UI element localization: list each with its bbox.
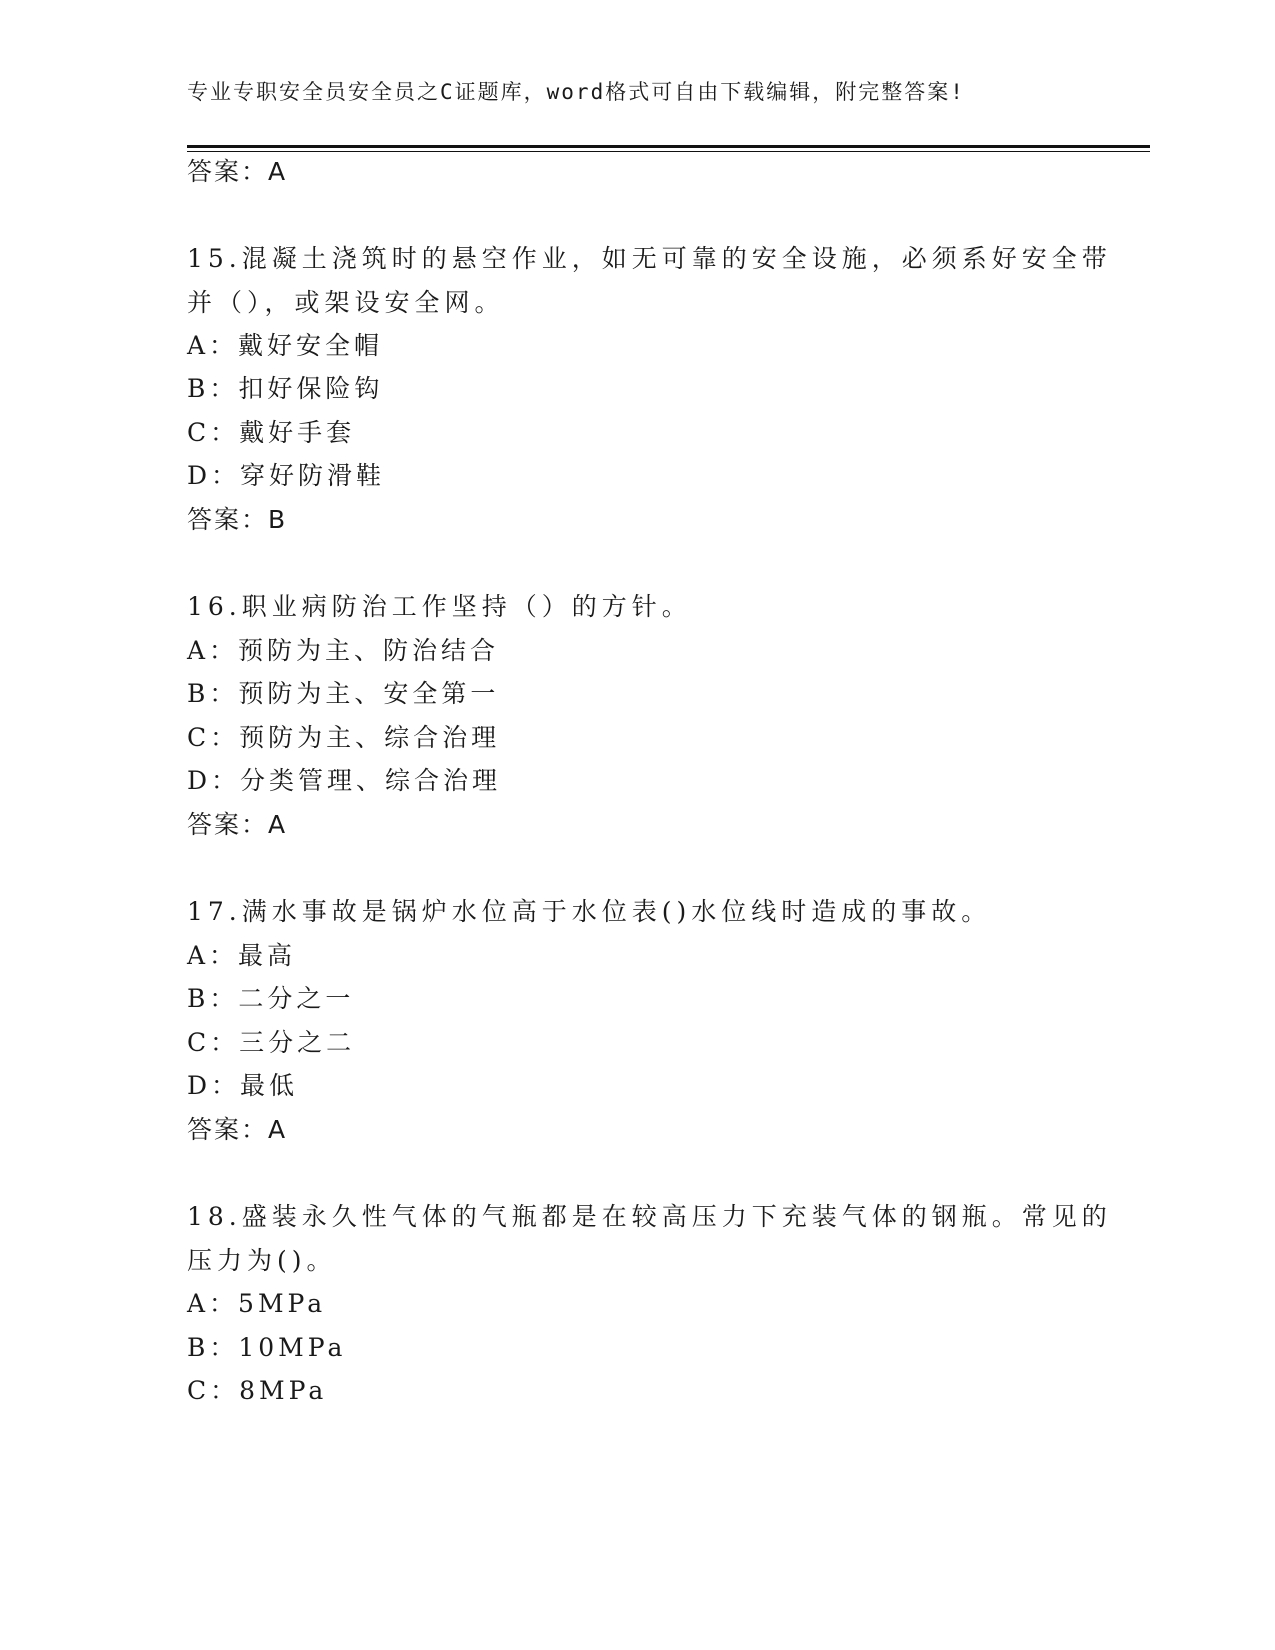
option-b: B：二分之一 [187, 984, 355, 1013]
question-stem: 18.盛装永久性气体的气瓶都是在较高压力下充装气体的钢瓶。常见的 [187, 1202, 1112, 1231]
option-d: D：分类管理、综合治理 [187, 766, 502, 795]
option-a: A：最高 [187, 941, 297, 970]
option-a: A：5MPa [187, 1289, 327, 1318]
option-c: C：戴好手套 [187, 418, 356, 447]
option-c: C：预防为主、综合治理 [187, 723, 501, 752]
option-b: B：扣好保险钩 [187, 374, 384, 403]
answer: 答案：A [187, 1115, 288, 1144]
option-a: A：预防为主、防治结合 [187, 636, 500, 665]
option-c: C：8MPa [187, 1376, 328, 1405]
question-stem: 并（），或架设安全网。 [187, 288, 505, 317]
answer: 答案：A [187, 810, 288, 839]
question-stem: 15.混凝土浇筑时的悬空作业，如无可靠的安全设施，必须系好安全带 [187, 244, 1112, 273]
question-stem: 压力为()。 [187, 1246, 337, 1275]
header-divider-thin [187, 151, 1150, 152]
option-b: B：预防为主、安全第一 [187, 679, 500, 708]
option-b: B：10MPa [187, 1333, 347, 1362]
header-divider-thick [187, 145, 1150, 148]
page-header: 专业专职安全员安全员之C证题库，word格式可自由下载编辑，附完整答案! [187, 80, 965, 104]
answer-14: 答案：A [187, 157, 288, 186]
option-a: A：戴好安全帽 [187, 331, 384, 360]
option-d: D：穿好防滑鞋 [187, 461, 386, 490]
option-d: D：最低 [187, 1071, 299, 1100]
option-c: C：三分之二 [187, 1028, 356, 1057]
question-stem: 16.职业病防治工作坚持（）的方针。 [187, 592, 692, 621]
question-stem: 17.满水事故是锅炉水位高于水位表()水位线时造成的事故。 [187, 897, 992, 926]
answer: 答案：B [187, 505, 288, 534]
